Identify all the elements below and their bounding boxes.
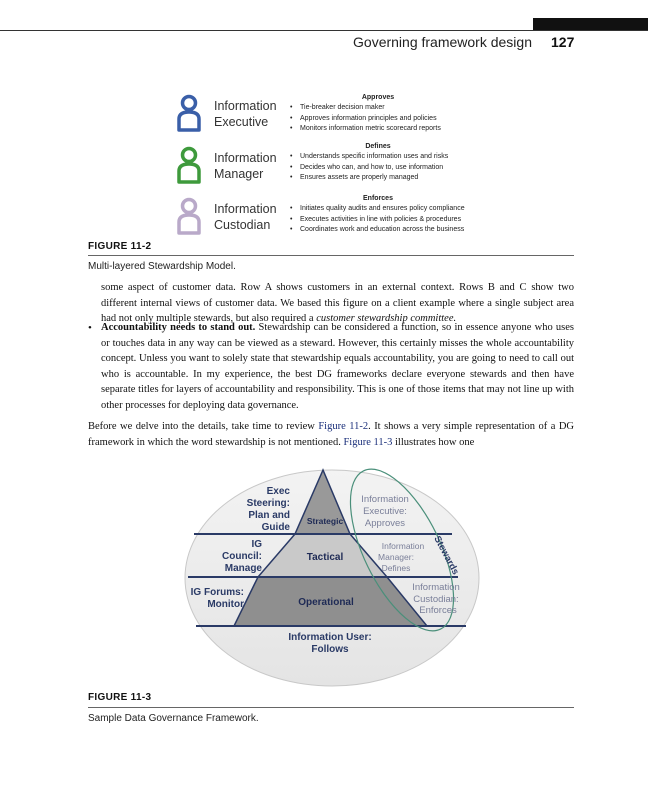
figure-label: FIGURE 11-2 xyxy=(88,241,152,252)
executive-label-line: Information xyxy=(361,494,409,505)
duty-item: • Ensures assets are properly managed xyxy=(300,173,508,184)
duties-custodian xyxy=(288,195,508,236)
person-icon xyxy=(176,197,202,237)
tier-label-tactical: Tactical xyxy=(306,552,344,563)
emphasis-text: customer stewardship committee. xyxy=(316,313,457,324)
exec-label-line: Guide xyxy=(261,522,290,533)
person-icon xyxy=(176,94,202,134)
paragraph-text: some aspect of customer data. Row A shows customers in an external context. Rows B and C show two different internal views of customer data. We based this figure on a client example where a single subject area had not only multiple stewards, but also required a xyxy=(101,282,574,324)
running-header-title: Governing framework design xyxy=(353,34,532,50)
custodian-label-line: Custodian: xyxy=(413,594,459,605)
custodian-label-line: Information xyxy=(412,582,460,593)
figure-11-3-link[interactable]: Figure 11-3 xyxy=(343,436,393,448)
role-name-line2: Custodian xyxy=(214,218,271,232)
header-rule xyxy=(0,30,648,31)
ig-label-line: IG xyxy=(251,539,262,550)
exec-label-line: Plan and xyxy=(248,510,290,521)
role-name-line1: Information xyxy=(214,151,277,165)
manager-label-line: Defines xyxy=(381,563,411,573)
duty-heading: Approves xyxy=(361,94,395,101)
tier-label-strategic: Strategic xyxy=(306,516,344,526)
exec-label-line: Steering: xyxy=(246,498,290,509)
duties-executive xyxy=(288,94,508,135)
paragraph-text: illustrates how one xyxy=(392,436,475,448)
forums-label-line: Monitor xyxy=(207,599,244,610)
role-information-executive xyxy=(176,94,288,142)
duty-item: • Decides who can, and how to, use information xyxy=(300,163,508,174)
duty-item: • Tie-breaker decision maker xyxy=(300,103,508,114)
duty-item: • Initiates quality audits and ensures policy compliance xyxy=(300,204,508,215)
user-label-line: Follows xyxy=(311,644,349,655)
caption-rule xyxy=(88,707,574,708)
page-number: 127 xyxy=(551,34,575,50)
figure-label: FIGURE 11-3 xyxy=(88,692,152,703)
ig-label-line: Council: xyxy=(222,551,262,562)
bullet-accountability xyxy=(101,320,574,413)
role-name-line2: Manager xyxy=(214,167,264,181)
paragraph-text: Before we delve into the details, take time to review xyxy=(88,421,319,432)
role-name-line1: Information xyxy=(214,99,277,113)
duty-heading: Defines xyxy=(365,143,391,150)
role-information-custodian xyxy=(176,197,288,245)
bullet-marker: • xyxy=(88,322,92,334)
bullet-lead: Accountability needs to stand out. xyxy=(101,322,256,333)
paragraph-review xyxy=(88,419,574,450)
duty-item: • Approves information principles and policies xyxy=(300,114,508,125)
role-name-line2: Executive xyxy=(214,115,269,129)
duties-manager xyxy=(288,143,508,184)
exec-label-line: Exec xyxy=(266,486,290,497)
manager-label-line: Manager: xyxy=(378,552,414,562)
forums-label-line: IG Forums: xyxy=(190,587,244,598)
header-bar xyxy=(533,18,648,30)
figure-caption: Multi-layered Stewardship Model. xyxy=(88,261,236,272)
figure-11-2-link[interactable]: Figure 11-2 xyxy=(318,421,369,432)
manager-label-line: Information xyxy=(381,541,425,551)
role-information-manager xyxy=(176,146,288,194)
executive-label-line: Approves xyxy=(364,518,406,529)
figure-caption: Sample Data Governance Framework. xyxy=(88,713,259,724)
duty-item: • Monitors information metric scorecard reports xyxy=(300,124,508,135)
duty-item: • Executes activities in line with policies & procedures xyxy=(300,215,508,226)
custodian-label-line: Enforces xyxy=(419,605,457,616)
ig-label-line: Manage xyxy=(224,563,262,574)
duty-heading: Enforces xyxy=(363,195,393,202)
duty-item: • Coordinates work and education across the business xyxy=(300,225,508,236)
role-name-line1: Information xyxy=(214,202,277,216)
duty-item: • Understands specific information uses and risks xyxy=(300,152,508,163)
bullet-text: Stewardship can be considered a function, so in essence anyone who uses or touches data in any way can be viewed as a steward. However, this certainly misses the whole accountability concept. Unless you want to solely state that stewardship equals accountability, you are going to need to call out who is accountable. In my experience, the best DG frameworks declare everyone stewards and then have separate titles for layers of accountability and responsibility. This is one of those items that may not line up with other processes for deploying data governance. xyxy=(101,322,574,411)
stewards-label: Stewards xyxy=(431,534,461,577)
tier-label-operational: Operational xyxy=(298,597,354,608)
executive-label-line: Executive: xyxy=(363,506,407,517)
person-icon xyxy=(176,146,202,186)
caption-rule xyxy=(88,255,574,256)
figure-11-3 xyxy=(182,468,482,688)
paragraph-text: . It shows a very simple representation of a DG framework in which the word stewardship is not mentioned. xyxy=(88,421,574,448)
user-label-line: Information User: xyxy=(288,632,372,643)
